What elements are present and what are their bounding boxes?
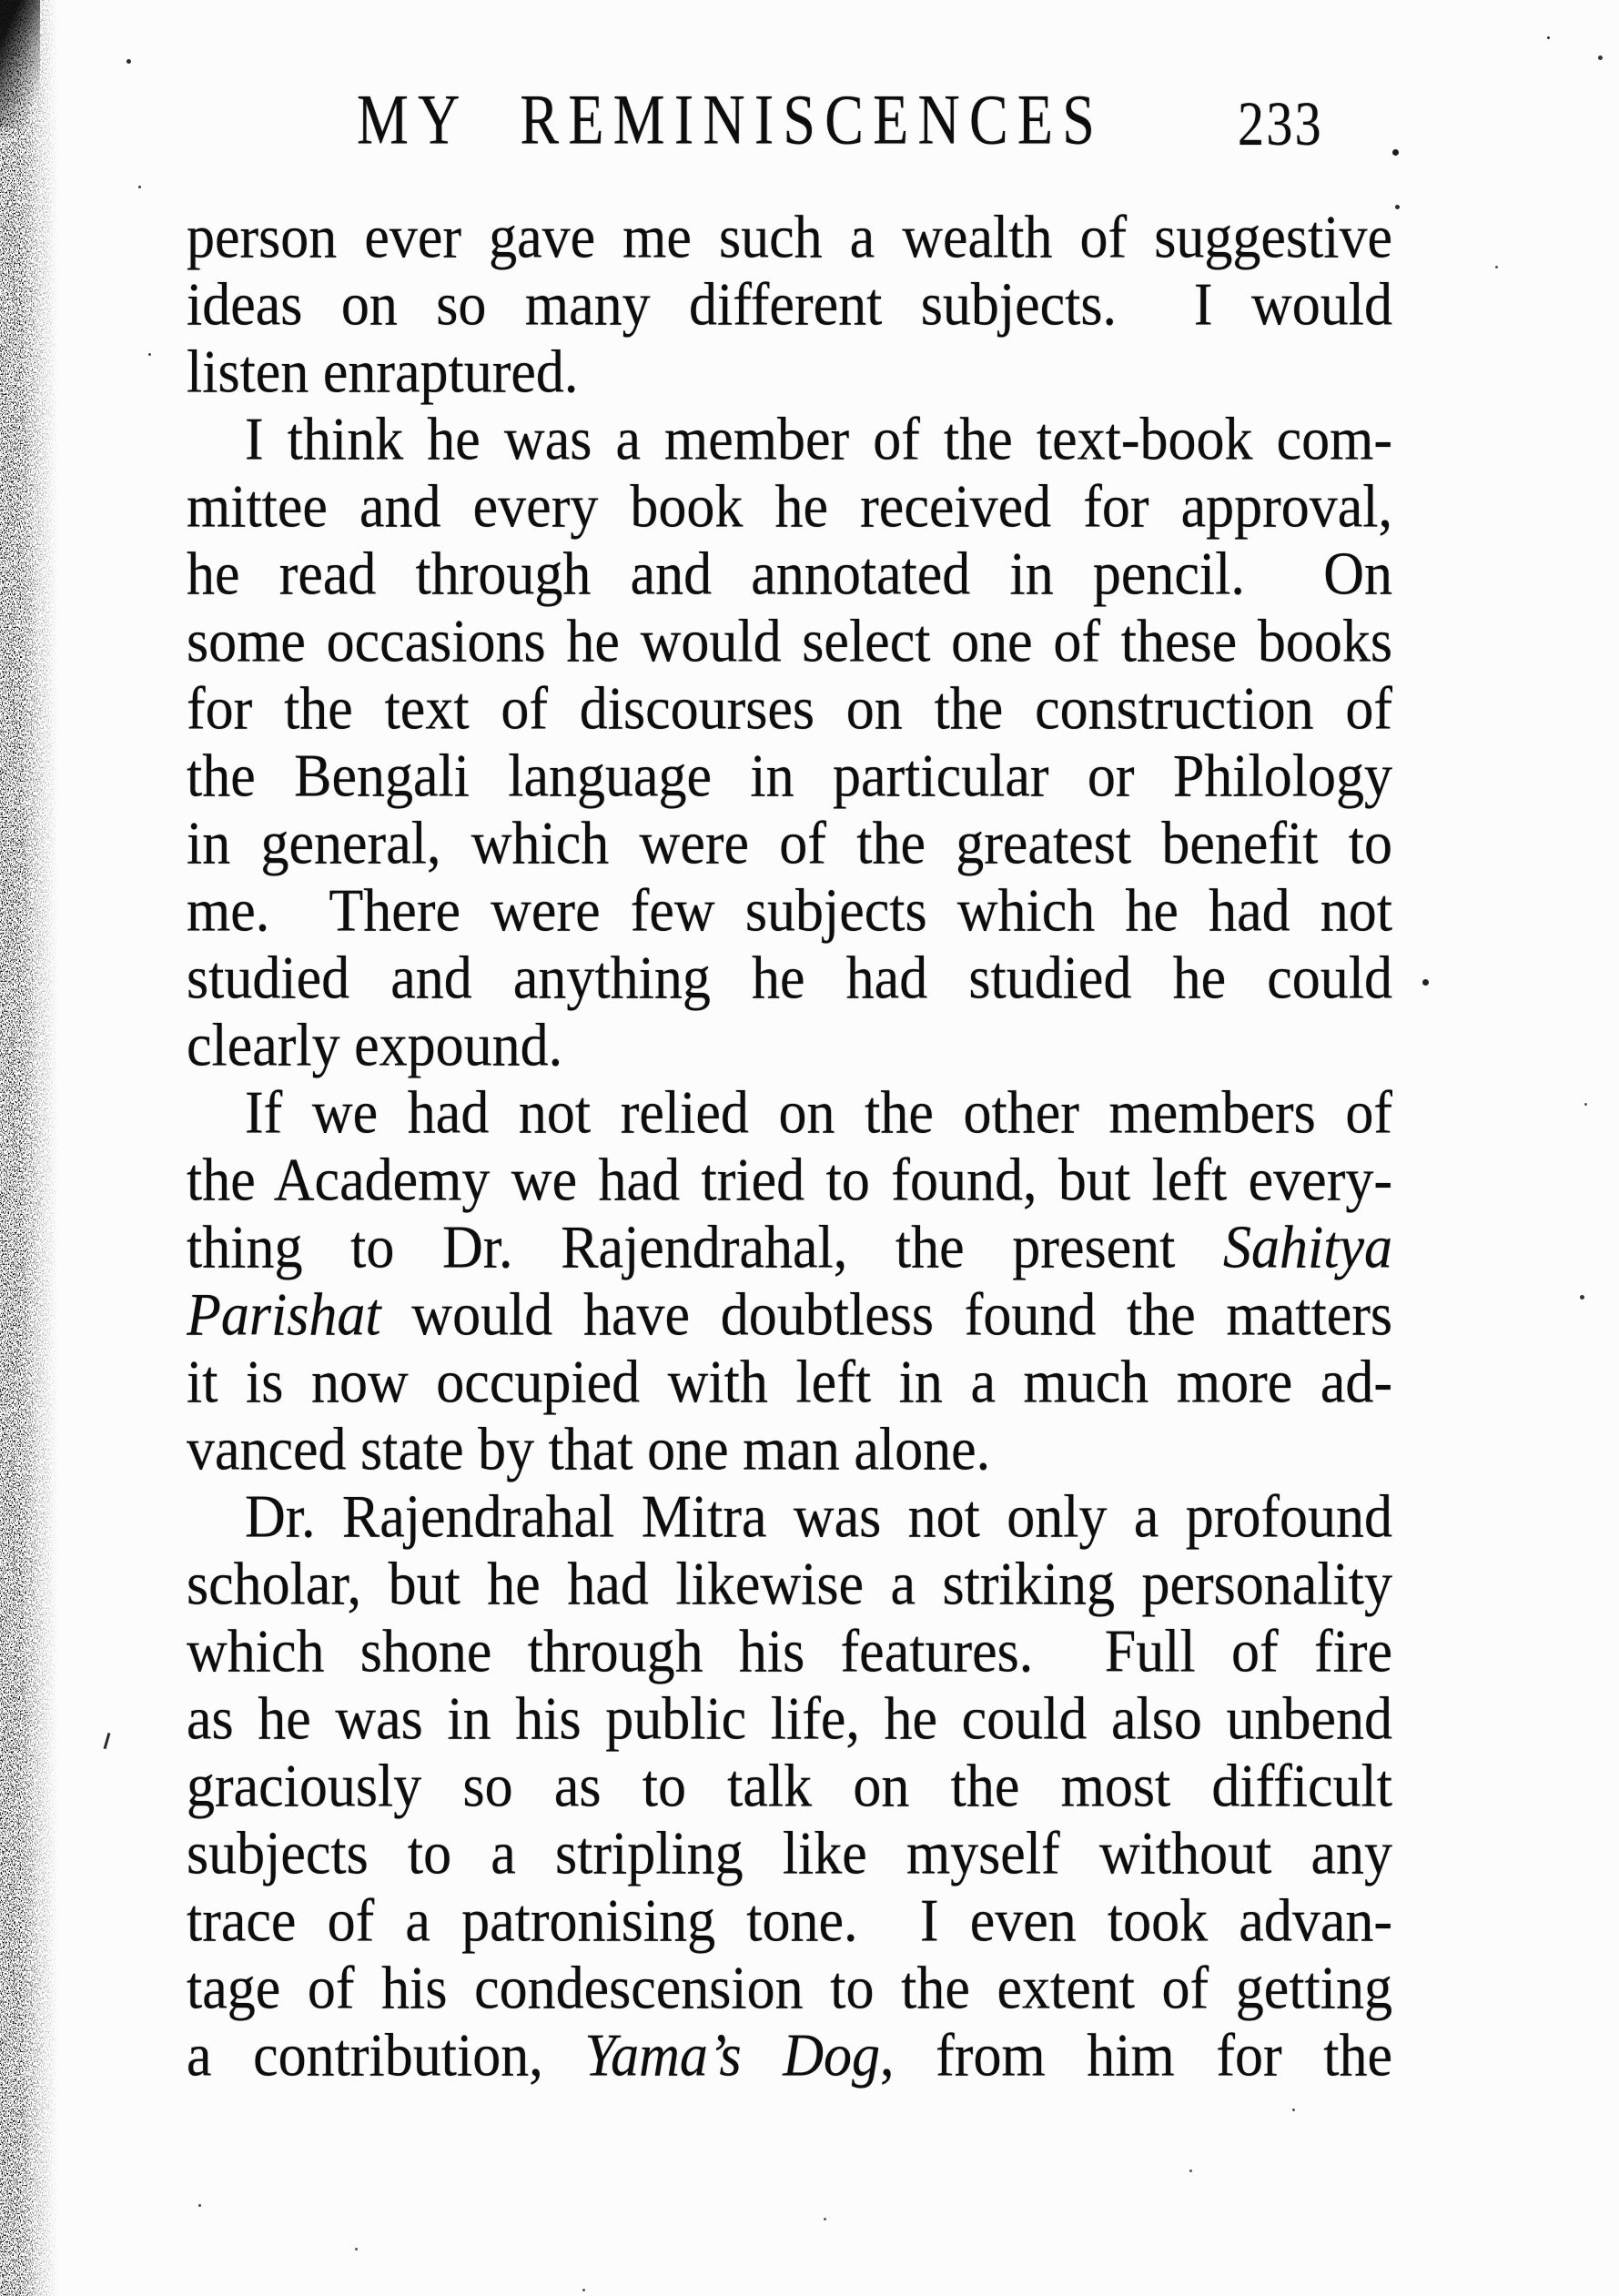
text-segment: for the text of discourses on the construction of — [187, 675, 1392, 743]
text-line — [187, 875, 1392, 947]
text-line — [187, 673, 1392, 745]
text-segment: the Bengali language in particular or Philology — [187, 743, 1392, 810]
italic-text-segment: Parishat — [187, 1281, 381, 1349]
paragraph — [187, 204, 1392, 406]
text-line — [187, 1211, 1392, 1284]
text-segment: vanced state by that one man alone. — [187, 1416, 991, 1483]
paragraph — [187, 1483, 1392, 2089]
text-line — [187, 1750, 1392, 1823]
text-segment: me. There were few subjects which he had not — [187, 877, 1392, 945]
text-line — [187, 470, 1392, 543]
text-segment: in general, which were of the greatest benefit to — [187, 810, 1392, 877]
running-header-title: MY REMINISCENCES — [356, 80, 1105, 159]
paragraph — [187, 1079, 1392, 1483]
text-segment: he read through and annotated in pencil. On — [187, 541, 1392, 608]
text-segment: Dr. Rajendrahal Mitra was not only a profound — [245, 1483, 1392, 1551]
text-line — [187, 1077, 1392, 1149]
text-segment: tage of his condescension to the extent of getting — [187, 1955, 1392, 2022]
page-number: 233 — [1238, 88, 1323, 159]
text-line — [187, 1817, 1392, 1890]
text-line — [187, 942, 1392, 1015]
italic-text-segment: Yama’s Dog — [584, 2022, 881, 2089]
text-line — [187, 538, 1392, 611]
text-line — [187, 1009, 1392, 1082]
text-line — [187, 1952, 1392, 2025]
text-line — [187, 1346, 1392, 1419]
page-body — [187, 204, 1392, 2089]
text-line — [187, 1279, 1392, 1351]
text-line — [187, 268, 1392, 341]
text-segment: which shone through his features. Full of fire — [187, 1618, 1392, 1685]
text-line — [187, 1481, 1392, 1553]
text-segment: would have doubtless found the matters — [380, 1281, 1392, 1349]
text-segment: the Academy we had tried to found, but left every- — [187, 1147, 1392, 1214]
text-segment: trace of a patronising tone. I even took advan- — [187, 1887, 1392, 1955]
text-line — [187, 605, 1392, 678]
paragraph — [187, 406, 1392, 1079]
scan-slash-mark — [104, 1733, 111, 1749]
text-segment: I think he was a member of the text-book com- — [245, 406, 1392, 473]
text-line — [187, 740, 1392, 813]
text-segment: listen enraptured. — [187, 339, 579, 406]
text-line — [187, 336, 1392, 409]
text-line — [187, 403, 1392, 476]
scan-corner-smudge — [0, 0, 40, 127]
text-line — [187, 1885, 1392, 1957]
text-segment: subjects to a stripling like myself without any — [187, 1820, 1392, 1887]
text-line — [187, 807, 1392, 880]
text-segment: , from him for the — [880, 2022, 1392, 2089]
text-line — [187, 2019, 1392, 2092]
text-line — [187, 1413, 1392, 1486]
text-line — [187, 1615, 1392, 1688]
text-segment: graciously so as to talk on the most difficult — [187, 1753, 1392, 1820]
text-segment: studied and anything he had studied he could — [187, 945, 1392, 1012]
text-segment: some occasions he would select one of these books — [187, 608, 1392, 675]
text-line — [187, 1144, 1392, 1217]
text-segment: person ever gave me such a wealth of suggestive — [187, 204, 1392, 271]
text-segment: scholar, but he had likewise a striking personality — [187, 1551, 1392, 1618]
scan-specks — [0, 0, 3, 3]
text-segment: it is now occupied with left in a much more ad- — [187, 1349, 1392, 1416]
text-segment: a contribution, — [187, 2022, 585, 2089]
text-line — [187, 201, 1392, 274]
italic-text-segment: Sahitya — [1223, 1214, 1392, 1281]
text-line — [187, 1548, 1392, 1621]
text-segment: ideas on so many different subjects. I would — [187, 271, 1392, 339]
text-segment: clearly expound. — [187, 1012, 563, 1079]
text-segment: as he was in his public life, he could also unbend — [187, 1685, 1392, 1753]
page-header — [187, 78, 1392, 162]
text-line — [187, 1683, 1392, 1755]
scan-binding-noise — [0, 0, 58, 2296]
text-segment: If we had not relied on the other members of — [245, 1079, 1392, 1147]
text-segment: mittee and every book he received for approval, — [187, 473, 1392, 541]
text-segment: thing to Dr. Rajendrahal, the present — [187, 1214, 1224, 1281]
